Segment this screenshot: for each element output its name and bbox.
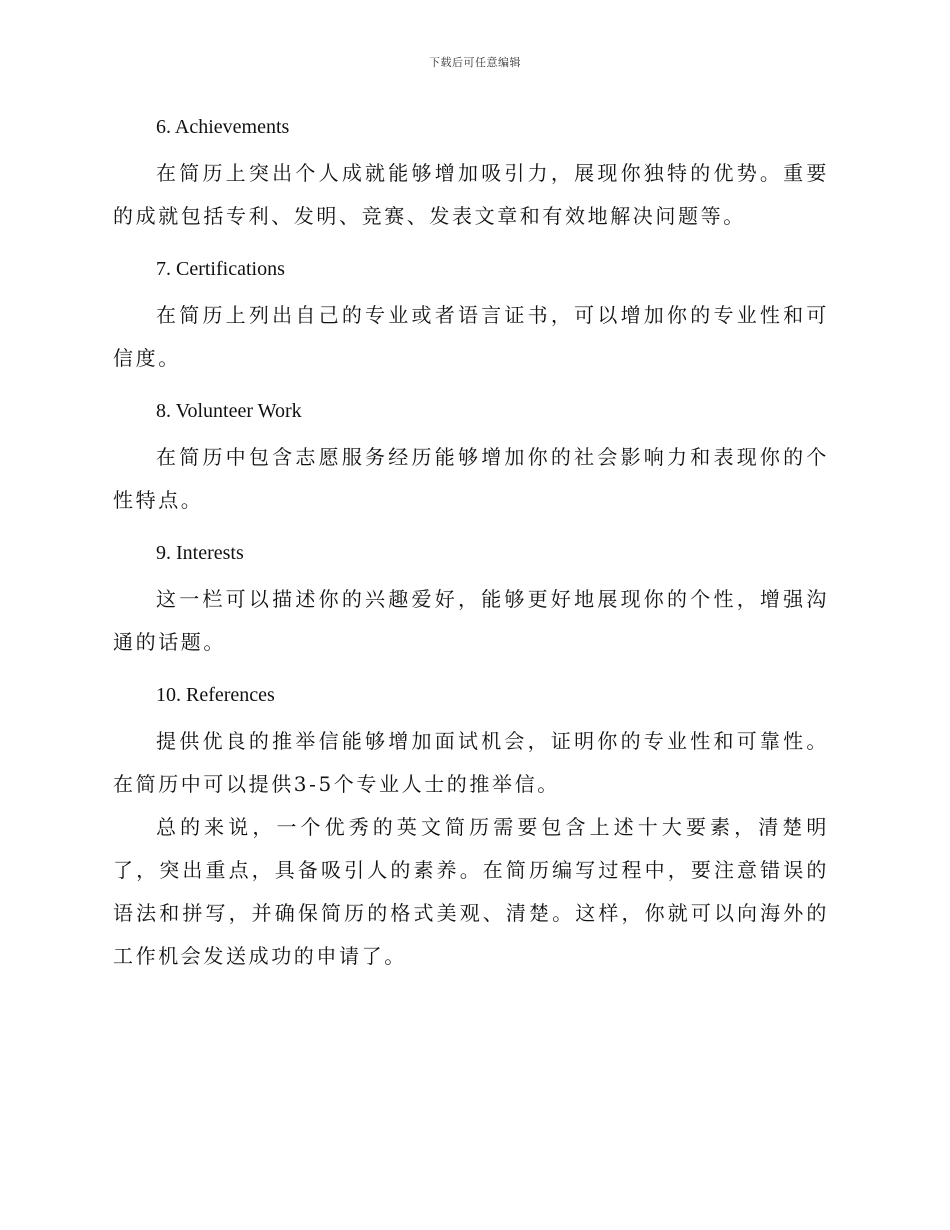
section-heading: 6. Achievements — [156, 116, 290, 138]
summary-paragraph: 总的来说，一个优秀的英文简历需要包含上述十大要素，清楚明了，突出重点，具备吸引人的素养。在简历编写过程中，要注意错误的语法和拼写，并确保简历的格式美观、清楚。这样，你就可以向海外的工作机会发送成功的申请了。 — [113, 815, 829, 968]
section-volunteer-work — [113, 396, 829, 522]
section-paragraph: 这一栏可以描述你的兴趣爱好，能够更好地展现你的个性，增强沟通的话题。 — [113, 587, 829, 654]
section-interests — [113, 538, 829, 664]
section-heading: 10. References — [156, 684, 275, 706]
document-body — [113, 112, 829, 978]
section-heading: 9. Interests — [156, 542, 244, 564]
section-references — [113, 680, 829, 806]
section-heading: 7. Certifications — [156, 258, 285, 280]
section-paragraph: 在简历中包含志愿服务经历能够增加你的社会影响力和表现你的个性特点。 — [113, 445, 829, 512]
section-achievements — [113, 112, 829, 238]
section-certifications — [113, 254, 829, 380]
section-paragraph: 在简历上列出自己的专业或者语言证书，可以增加你的专业性和可信度。 — [113, 303, 829, 370]
section-paragraph: 在简历上突出个人成就能够增加吸引力，展现你独特的优势。重要的成就包括专利、发明、竞赛、发表文章和有效地解决问题等。 — [113, 161, 829, 228]
section-heading: 8. Volunteer Work — [156, 400, 302, 422]
header-note: 下载后可任意编辑 — [429, 56, 521, 69]
section-paragraph: 提供优良的推举信能够增加面试机会，证明你的专业性和可靠性。在简历中可以提供3-5个专业人士的推举信。 — [113, 729, 829, 796]
